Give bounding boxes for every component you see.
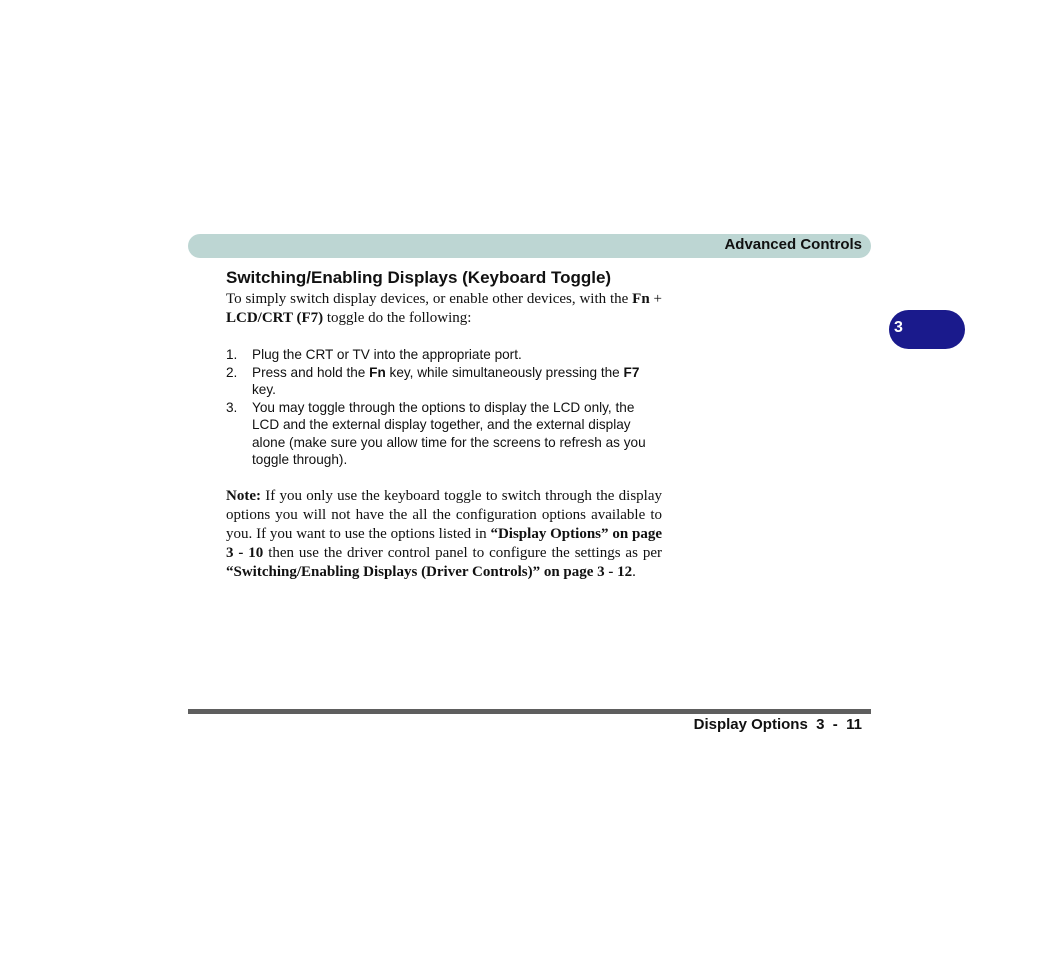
header-title: Advanced Controls xyxy=(724,236,862,253)
footer-divider xyxy=(188,709,871,714)
note-text-3: . xyxy=(632,563,636,580)
note-ref-driver-controls[interactable]: “Switching/Enabling Displays (Driver Controls)” on page 3 - 12 xyxy=(226,563,633,580)
page-footer: Display Options 3 - 11 xyxy=(693,716,862,733)
step-number: 2. xyxy=(226,364,238,380)
chapter-tab xyxy=(889,310,965,349)
step-text: You may toggle through the options to display the LCD only, the LCD and the external display together, and the external display alone (make sure you allow time for the screens to refresh as you toggle through). xyxy=(252,399,646,467)
step-text: key. xyxy=(252,382,276,397)
main-content xyxy=(226,266,662,582)
note-paragraph xyxy=(226,487,662,582)
list-item xyxy=(226,399,662,469)
header-bar xyxy=(188,234,871,258)
step-text: Press and hold the xyxy=(252,364,370,380)
intro-key-lcd-crt: LCD/CRT (F7) xyxy=(226,310,324,326)
intro-text-3: toggle do the following: xyxy=(323,310,472,326)
intro-text-2: + xyxy=(649,291,662,307)
step-text: key, while simultaneously pressing the xyxy=(385,364,624,380)
note-label: Note: xyxy=(226,487,261,504)
note-ref-display-options[interactable]: “Display Options” on page 3 - 10 xyxy=(226,525,662,561)
step-key-fn: Fn xyxy=(369,364,386,380)
steps-list xyxy=(226,346,662,469)
step-key-f7: F7 xyxy=(623,364,640,380)
chapter-number: 3 xyxy=(894,319,903,336)
step-number: 1. xyxy=(226,347,238,362)
note-text-2: then use the driver control panel to configure the settings as per xyxy=(263,544,662,561)
list-item xyxy=(226,346,662,364)
list-item xyxy=(226,364,662,399)
section-title: Switching/Enabling Displays (Keyboard Toggle) xyxy=(226,268,612,287)
intro-text-1: To simply switch display devices, or enable other devices, with the xyxy=(226,291,633,307)
step-number: 3. xyxy=(226,399,238,415)
intro-paragraph xyxy=(226,290,662,328)
intro-key-fn: Fn xyxy=(632,291,650,307)
note-text-1: If you only use the keyboard toggle to switch through the display options you will not have the all the configuration options available to you. If you want to use the options listed in xyxy=(226,487,662,542)
step-text: Plug the CRT or TV into the appropriate port. xyxy=(252,347,522,362)
